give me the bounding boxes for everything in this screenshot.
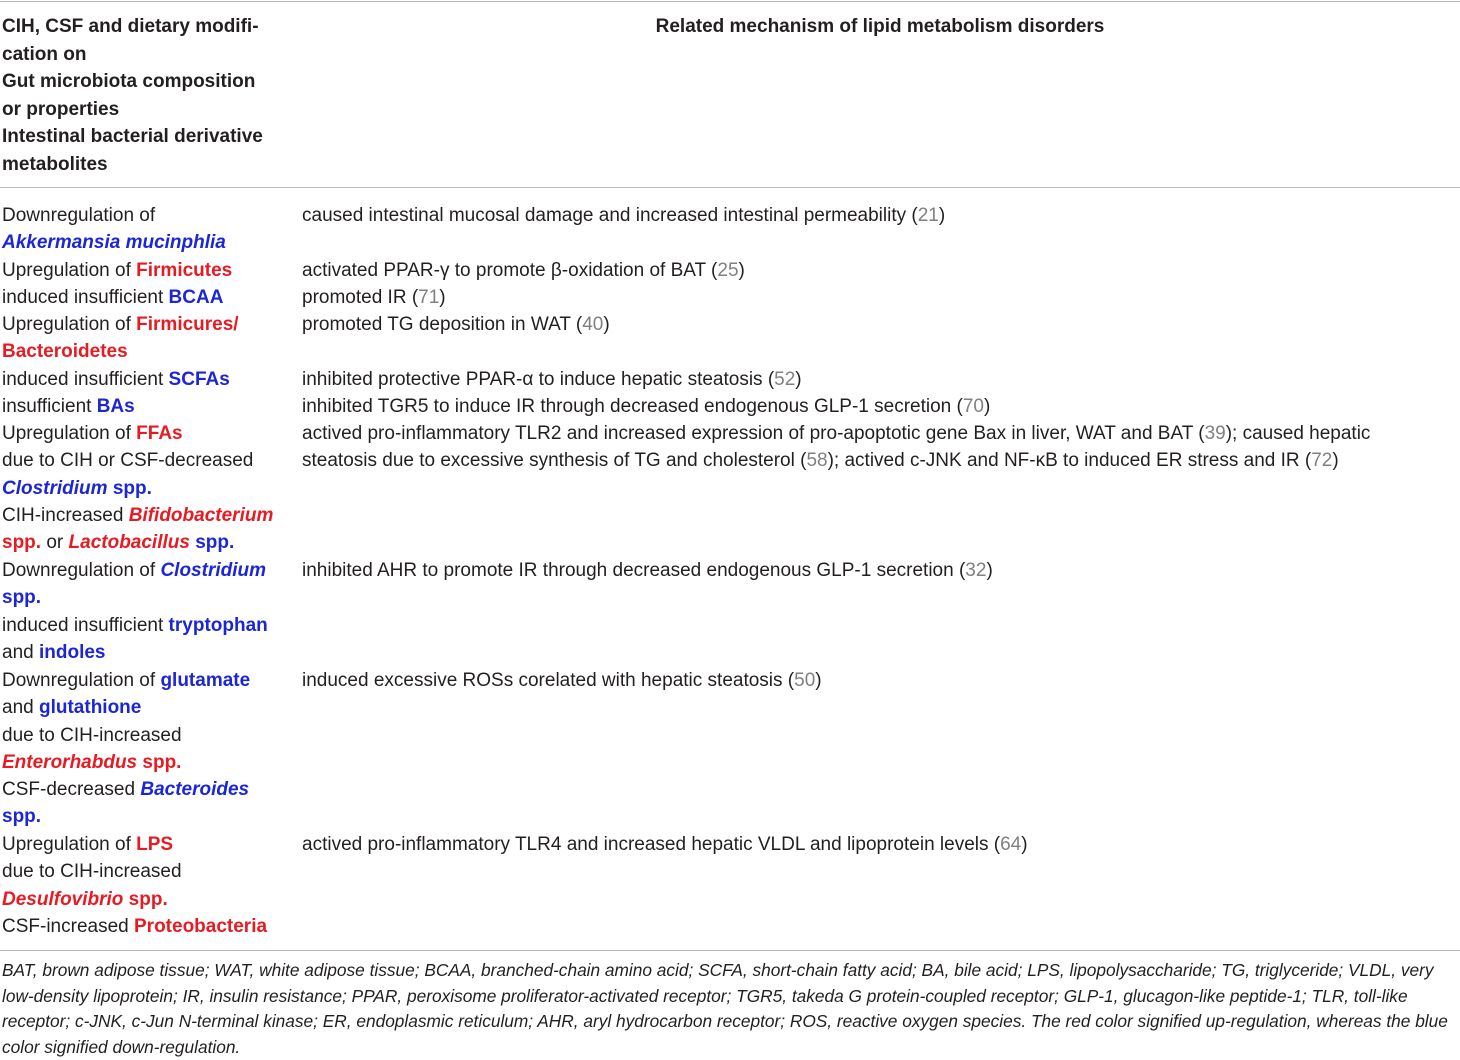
cell-line — [2, 831, 294, 858]
cell-text: glutamate — [160, 670, 251, 691]
reference-number: 72 — [1311, 450, 1333, 472]
cell-line — [2, 667, 294, 694]
cell-mechanism — [302, 393, 1452, 420]
cell-microbiota-change — [2, 831, 294, 940]
cell-text: and — [2, 697, 39, 719]
cell-text: actived pro-inflammatory TLR4 and increased hepatic VLDL and lipoprotein levels ( — [302, 834, 1001, 855]
reference-number: 52 — [774, 369, 796, 390]
cell-text: Downregulation of — [2, 670, 161, 691]
reference-number: 70 — [962, 396, 984, 417]
cell-microbiota-change — [2, 311, 294, 366]
cell-line — [2, 803, 294, 830]
cell-text: spp. — [107, 477, 152, 499]
header-bottom-rule — [0, 187, 1460, 188]
cell-text: Bacteroidetes — [2, 341, 128, 363]
cell-text: indoles — [38, 641, 106, 663]
cell-mechanism — [302, 557, 1452, 584]
reference-number: 21 — [917, 205, 939, 226]
cell-text: and — [2, 641, 39, 663]
reference-number: 32 — [965, 560, 987, 581]
cell-text: caused intestinal mucosal damage and increased intestinal permeability ( — [302, 205, 918, 226]
header-left-line: or properties — [2, 98, 120, 120]
reference-number: 39 — [1204, 423, 1226, 444]
cell-text: steatosis due to excessive synthesis of TG and cholesterol ( — [302, 450, 807, 472]
cell-line — [2, 229, 294, 256]
header-left-line: Intestinal bacterial derivative — [2, 126, 263, 147]
cell-text: activated PPAR-γ to promote β-oxidation of BAT ( — [302, 260, 718, 281]
reference-number: 50 — [794, 670, 816, 691]
cell-text: inhibited TGR5 to induce IR through decreased endogenous GLP-1 secretion ( — [302, 396, 963, 417]
cell-text: induced insufficient — [2, 287, 169, 308]
reference-number: 64 — [1000, 834, 1022, 855]
column-header-right: Related mechanism of lipid metabolism disorders — [655, 16, 1105, 37]
cell-text: ) — [983, 396, 991, 417]
cell-text: Clostridium — [160, 560, 266, 581]
table-footnote: BAT, brown adipose tissue; WAT, white adipose tissue; BCAA, branched-chain amino acid; SCFA, short-chain fatty acid; BA, bile acid; LPS, lipopolysaccharide; TG, triglyceride; VLDL, very low-density lipoprotein; IR, insulin resistance; PPAR, peroxisome proliferator-activated receptor; TGR5, takeda G protein-coupled receptor; GLP-1, glucagon-like peptide-1; TLR, toll-like receptor; c-JNK, c-Jun N-terminal kinase; ER, endoplasmic reticulum; AHR, aryl hydrocarbon receptor; ROS, reactive oxygen species. The red color signified up-regulation, whereas the blue color signified down-regulation. — [2, 960, 1448, 1057]
cell-text: ) — [986, 560, 993, 581]
cell-line — [302, 257, 1452, 284]
cell-text: Akkermansia mucinphlia — [2, 232, 226, 254]
cell-line — [2, 776, 294, 803]
cell-text: SCFAs — [168, 369, 230, 390]
cell-line — [302, 667, 1452, 694]
reference-number: 25 — [717, 260, 739, 281]
cell-line — [302, 831, 1452, 858]
cell-text: ) — [795, 369, 802, 390]
cell-text: BAs — [96, 396, 135, 417]
cell-mechanism — [302, 257, 1452, 284]
cell-text: ) — [1021, 834, 1028, 855]
cell-text: ) — [938, 205, 946, 226]
cell-line — [302, 311, 1452, 338]
cell-line — [2, 557, 294, 584]
cell-text: inhibited protective PPAR-α to induce hepatic steatosis ( — [302, 369, 775, 390]
cell-text: inhibited AHR to promote IR through decreased endogenous GLP-1 secretion ( — [302, 560, 966, 581]
cell-text: spp. — [2, 587, 42, 609]
cell-microbiota-change — [2, 557, 294, 666]
cell-line — [2, 338, 294, 365]
cell-line — [2, 257, 294, 284]
cell-line — [302, 284, 1452, 311]
cell-text: Desulfovibrio — [2, 888, 124, 910]
cell-text: CSF-increased — [2, 915, 134, 937]
cell-text: due to CIH-increased — [2, 724, 182, 746]
cell-text: spp. — [2, 532, 42, 554]
cell-text: Lactobacillus — [68, 532, 190, 554]
cell-text: ); caused hepatic — [1225, 423, 1371, 444]
reference-number: 58 — [806, 450, 828, 472]
reference-number: 40 — [582, 314, 604, 335]
cell-text: LPS — [136, 834, 174, 855]
cell-line — [2, 202, 294, 229]
cell-line — [2, 612, 294, 639]
cell-microbiota-change — [2, 393, 294, 420]
cell-line — [2, 366, 294, 393]
cell-text: CIH-increased — [2, 504, 129, 526]
cell-text: or — [41, 532, 69, 554]
cell-text: Upregulation of — [2, 260, 137, 281]
cell-line — [302, 447, 1452, 474]
table-top-rule — [0, 1, 1460, 2]
cell-line — [302, 420, 1452, 447]
cell-line — [2, 502, 294, 529]
cell-text: Enterorhabdus — [2, 751, 138, 773]
cell-text: ) — [603, 314, 610, 335]
cell-mechanism — [302, 420, 1452, 475]
cell-line — [2, 639, 294, 666]
header-left-line: metabolites — [2, 153, 108, 175]
cell-text: tryptophan — [168, 614, 268, 636]
cell-microbiota-change — [2, 257, 294, 284]
cell-microbiota-change — [2, 366, 294, 393]
cell-text: spp. — [189, 532, 235, 554]
cell-microbiota-change — [2, 667, 294, 831]
cell-microbiota-change — [2, 202, 294, 257]
cell-text: ) — [738, 260, 745, 281]
reference-number: 71 — [418, 287, 440, 308]
cell-line — [2, 722, 294, 749]
cell-text: Bacteroides — [140, 779, 250, 801]
cell-line — [2, 475, 294, 502]
cell-text: ); actived c-JNK and NF-κB to induced ER stress and IR ( — [827, 450, 1312, 472]
cell-text: spp. — [123, 888, 168, 910]
cell-text: ) — [815, 670, 822, 691]
cell-mechanism — [302, 667, 1452, 694]
cell-text: FFAs — [136, 423, 183, 444]
cell-text: promoted IR ( — [302, 287, 419, 308]
column-header-left — [2, 13, 292, 178]
cell-microbiota-change — [2, 284, 294, 311]
cell-line — [2, 584, 294, 611]
cell-text: promoted TG deposition in WAT ( — [302, 314, 583, 335]
cell-text: ) — [439, 287, 446, 308]
cell-line — [2, 393, 294, 420]
cell-line — [2, 311, 294, 338]
cell-text: spp. — [137, 751, 182, 773]
cell-line — [2, 447, 294, 474]
cell-line — [2, 886, 294, 913]
cell-text: due to CIH-increased — [2, 861, 182, 883]
cell-text: Downregulation of — [2, 560, 161, 581]
cell-text: Upregulation of — [2, 834, 137, 855]
cell-line — [2, 858, 294, 885]
cell-line — [302, 393, 1452, 420]
cell-line — [2, 420, 294, 447]
cell-text: spp. — [2, 806, 42, 828]
cell-line — [302, 557, 1452, 584]
cell-text: ) — [1332, 450, 1339, 472]
table-bottom-rule — [0, 950, 1460, 951]
cell-line — [2, 694, 294, 721]
cell-text: Proteobacteria — [134, 915, 268, 937]
cell-text: actived pro-inflammatory TLR2 and increased expression of pro-apoptotic gene Bax in liver, WAT and BAT ( — [302, 423, 1205, 444]
cell-text: Downregulation of — [2, 205, 156, 226]
cell-text: Upregulation of — [2, 423, 137, 444]
cell-mechanism — [302, 284, 1452, 311]
cell-text: CSF-decreased — [2, 779, 141, 801]
cell-line — [302, 366, 1452, 393]
cell-text: Bifidobacterium — [128, 504, 274, 526]
cell-line — [2, 749, 294, 776]
cell-text: due to CIH or CSF-decreased — [2, 450, 254, 472]
cell-text: Upregulation of — [2, 314, 137, 335]
header-left-line: Gut microbiota composition — [2, 71, 256, 92]
cell-line — [302, 202, 1452, 229]
cell-text: induced insufficient — [2, 614, 169, 636]
header-left-line: CIH, CSF and dietary modifi- — [2, 16, 259, 37]
cell-text: Clostridium — [2, 477, 108, 499]
cell-line — [2, 529, 294, 556]
cell-mechanism — [302, 311, 1452, 338]
header-left-line: cation on — [2, 43, 87, 65]
cell-text: BCAA — [168, 287, 224, 308]
cell-text: glutathione — [38, 697, 142, 719]
cell-text: induced insufficient — [2, 369, 169, 390]
cell-text: Firmicures/ — [136, 314, 239, 335]
cell-text: insufficient — [2, 396, 97, 417]
cell-text: Firmicutes — [136, 260, 233, 281]
cell-line — [2, 284, 294, 311]
cell-mechanism — [302, 202, 1452, 229]
cell-mechanism — [302, 831, 1452, 858]
cell-line — [2, 913, 294, 940]
cell-mechanism — [302, 366, 1452, 393]
cell-microbiota-change — [2, 420, 294, 556]
cell-text: induced excessive ROSs corelated with hepatic steatosis ( — [302, 670, 795, 691]
